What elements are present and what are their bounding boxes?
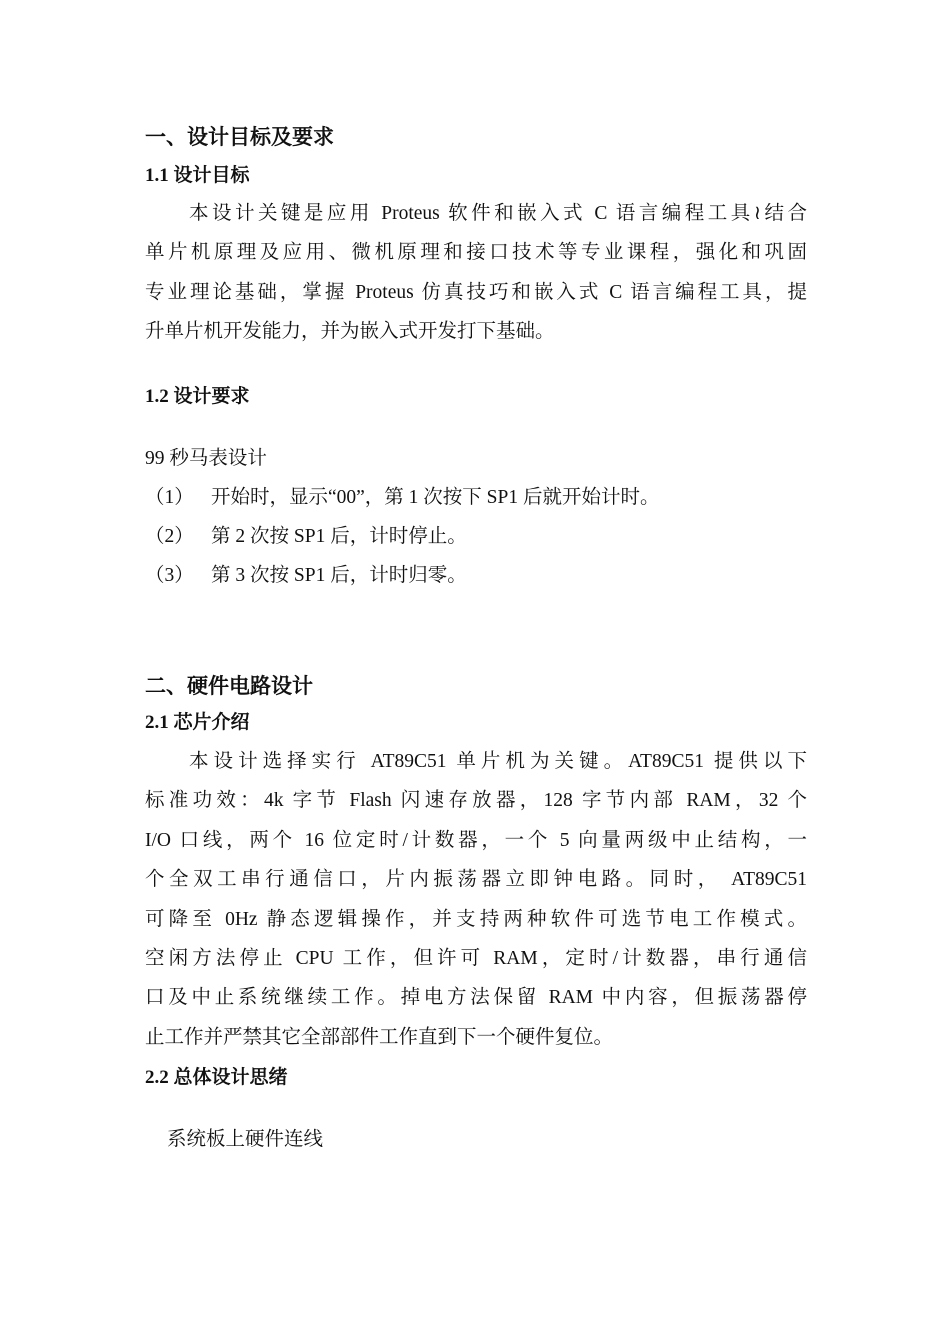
paragraph-line: I/O 口线，两个 16 位定时/计数器，一个 5 向量两级中止结构，一	[145, 829, 807, 851]
section1-sub1-title: 1.1 设计目标	[145, 165, 250, 186]
paragraph-line: 标准功效：4k 字节 Flash 闪速存放器，128 字节内部 RAM，32 个	[145, 790, 807, 812]
section2-title: 二、硬件电路设计	[145, 674, 313, 698]
section2-sub2-lead: 系统板上硬件连线	[167, 1129, 324, 1150]
item-text: 第 3 次按 SP1 后，计时归零。	[211, 565, 467, 586]
paragraph-line: 空闲方法停止 CPU 工作，但许可 RAM，定时/计数器，串行通信	[145, 947, 807, 969]
item-text: 第 2 次按 SP1 后，计时停止。	[211, 526, 467, 547]
paragraph-line: 可降至 0Hz 静态逻辑操作，并支持两种软件可选节电工作模式。	[145, 908, 807, 930]
paragraph-line: 本设计关键是应用 Proteus 软件和嵌入式 C 语言编程工具≀结合	[189, 203, 807, 224]
section1-sub2-title: 1.2 设计要求	[145, 386, 250, 407]
requirement-item-1	[145, 483, 807, 513]
section1-sub1-paragraph	[145, 194, 807, 352]
section2-sub1-paragraph	[145, 742, 807, 1057]
item-number: （2）	[145, 526, 194, 547]
section1-title: 一、设计目标及要求	[145, 125, 334, 149]
paragraph-line: 口及中止系统继续工作。掉电方法保留 RAM 中内容，但振荡器停	[145, 987, 807, 1009]
requirement-item-2	[145, 522, 807, 552]
paragraph-line: 升单片机开发能力，并为嵌入式开发打下基础。	[145, 321, 555, 343]
paragraph-line: 单片机原理及应用、微机原理和接口技术等专业课程，强化和巩固	[145, 242, 807, 264]
paragraph-line: 止工作并严禁其它全部部件工作直到下一个硬件复位。	[145, 1026, 614, 1048]
paragraph-line: 个全双工串行通信口，片内振荡器立即钟电路。同时， AT89C51	[145, 869, 807, 891]
section2-sub2-title: 2.2 总体设计思绪	[145, 1067, 288, 1088]
item-number: （1）	[145, 487, 194, 508]
section1-sub2-lead: 99 秒马表设计	[145, 448, 267, 469]
item-text: 开始时，显示“00”，第 1 次按下 SP1 后就开始计时。	[211, 487, 660, 508]
section2-sub1-title: 2.1 芯片介绍	[145, 712, 250, 733]
paragraph-line: 专业理论基础，掌握 Proteus 仿真技巧和嵌入式 C 语言编程工具，提	[145, 281, 807, 303]
paragraph-line: 本设计选择实行 AT89C51 单片机为关键。AT89C51 提供以下	[189, 751, 807, 772]
requirement-item-3	[145, 561, 807, 591]
item-number: （3）	[145, 565, 194, 586]
